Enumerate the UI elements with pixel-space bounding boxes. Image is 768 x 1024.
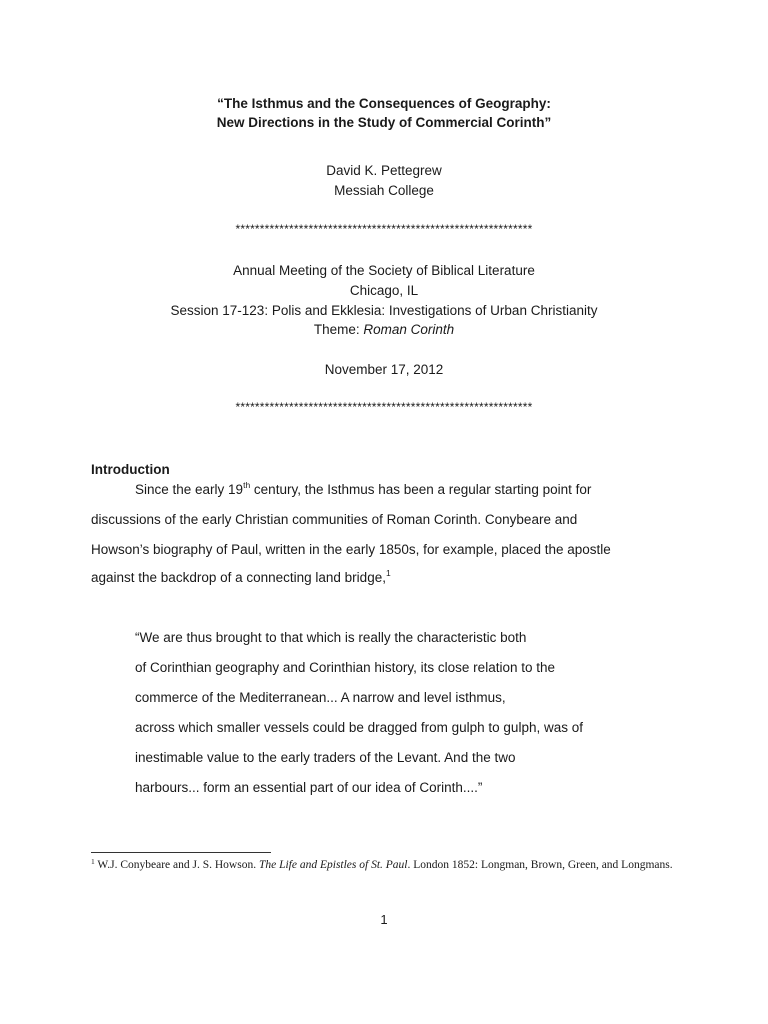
- author-institution: Messiah College: [334, 183, 434, 198]
- title-line-1: “The Isthmus and the Consequences of Geography:: [217, 96, 551, 111]
- presentation-date: November 17, 2012: [324, 362, 444, 377]
- title-line-2: New Directions in the Study of Commercial Corinth”: [216, 115, 552, 130]
- paragraph-line-4: [91, 568, 681, 588]
- meeting-theme: [0, 320, 768, 340]
- theme-label: Theme:: [313, 322, 364, 337]
- quote-line-4: across which smaller vessels could be dragged from gulph to gulph, was of: [135, 720, 583, 735]
- p1-text-end: century, the Isthmus has been a regular starting point for: [250, 482, 592, 497]
- paragraph-line-3: Howson’s biography of Paul, written in the early 1850s, for example, placed the apostle: [91, 542, 611, 557]
- paragraph-line-1: [91, 480, 681, 500]
- footnote-divider: [91, 852, 271, 853]
- paragraph-line-2: discussions of the early Christian communities of Roman Corinth. Conybeare and: [91, 512, 578, 527]
- footnote-text-start: W.J. Conybeare and J. S. Howson.: [94, 859, 259, 871]
- p4-text: against the backdrop of a connecting land bridge,: [91, 570, 386, 585]
- quote-line-1: “We are thus brought to that which is really the characteristic both: [135, 630, 527, 645]
- meeting-location: Chicago, IL: [349, 283, 419, 298]
- footnote-ref: 1: [385, 568, 391, 578]
- footnote-number: 1: [91, 857, 95, 866]
- quote-line-6: harbours... form an essential part of our idea of Corinth....”: [135, 780, 483, 795]
- footnote-book-title: The Life and Epistles of St. Paul: [258, 859, 408, 871]
- footnote-text-end: . London 1852: Longman, Brown, Green, and Longmans.: [407, 859, 673, 871]
- section-heading: Introduction: [91, 462, 170, 477]
- author-name: David K. Pettegrew: [326, 163, 442, 178]
- meeting-session: Session 17-123: Polis and Ekklesia: Investigations of Urban Christianity: [170, 303, 598, 318]
- quote-line-5: inestimable value to the early traders of the Levant. And the two: [135, 750, 516, 765]
- p1-text-start: Since the early 19: [135, 482, 244, 497]
- separator-top: *************************************************************: [235, 222, 533, 236]
- footnote: [91, 858, 681, 872]
- page-number: 1: [380, 912, 388, 927]
- theme-value: Roman Corinth: [363, 322, 455, 337]
- p1-superscript: th: [243, 480, 251, 490]
- quote-line-3: commerce of the Mediterranean... A narrow and level isthmus,: [135, 690, 506, 705]
- separator-bottom: *************************************************************: [235, 400, 533, 414]
- quote-line-2: of Corinthian geography and Corinthian history, its close relation to the: [135, 660, 555, 675]
- meeting-name: Annual Meeting of the Society of Biblical Literature: [233, 263, 535, 278]
